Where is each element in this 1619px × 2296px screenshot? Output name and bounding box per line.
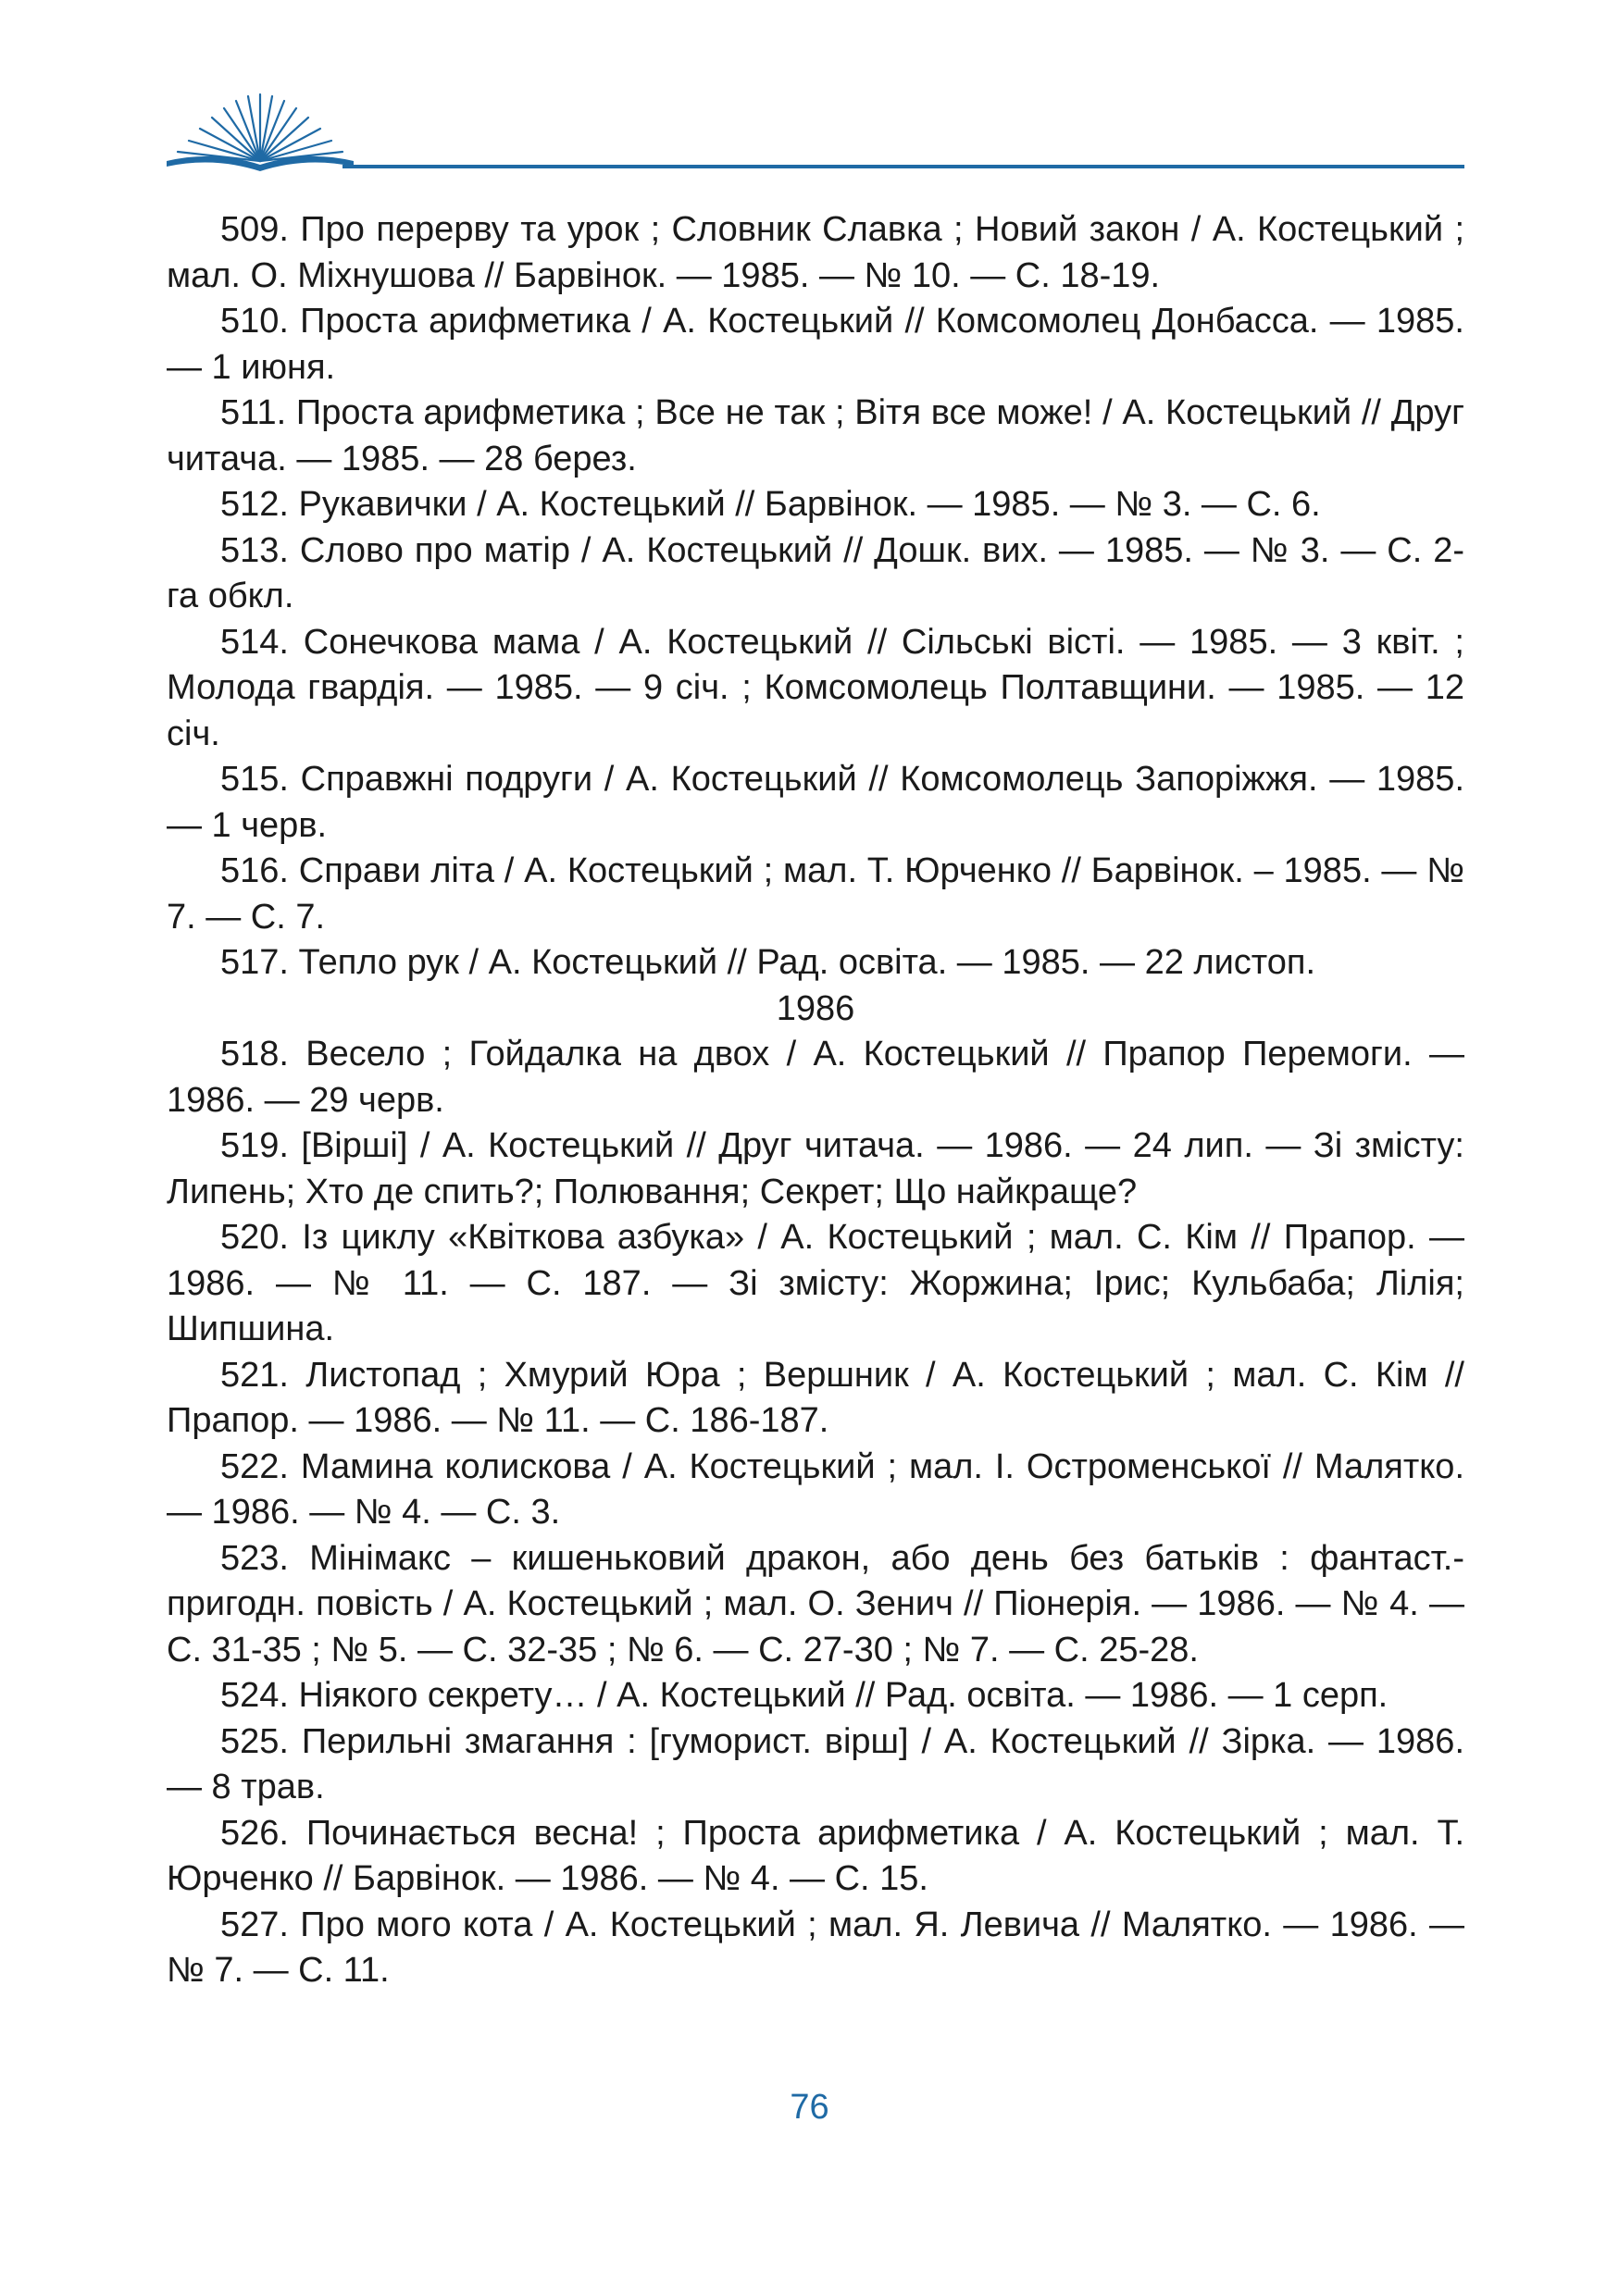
entry-524: 524. Ніякого секрету… / А. Костецький // Рад. освіта. — 1986. — 1 серп. — [220, 1676, 1389, 1715]
entry-514: 514. Сонечкова мама / А. Костецький // Сільські вісті. — 1985. — 3 квіт. ; Молода гвардія. — 1985. — 9 січ. ; Комсомолець Полтавщини. — 1985. — 12 січ. — [167, 622, 1464, 753]
entry-521: 521. Листопад ; Хмурий Юра ; Вершник / А. Костецький ; мал. С. Кім // Прапор. — 1986. — № 11. — С. 186-187. — [167, 1355, 1464, 1440]
entry-525: 525. Перильні змагання : [гуморист. вірш] / А. Костецький // Зірка. — 1986. — 8 трав. — [167, 1721, 1464, 1806]
entry-517: 517. Тепло рук / А. Костецький // Рад. освіта. — 1985. — 22 листоп. — [220, 943, 1316, 982]
page-number: 76 — [790, 2088, 829, 2127]
entry-511: 511. Проста арифметика ; Все не так ; Вітя все може! / А. Костецький // Друг читача. — 1985. — 28 берез. — [167, 393, 1464, 478]
entry-527: 527. Про мого кота / А. Костецький ; мал. Я. Левича // Малятко. — 1986. — № 7. — С. 11. — [167, 1905, 1464, 1990]
entry-526: 526. Починається весна! ; Проста арифметика / А. Костецький ; мал. Т. Юрченко // Барвінок. — 1986. — № 4. — С. 15. — [167, 1813, 1464, 1898]
entry-519: 519. [Вірші] / А. Костецький // Друг читача. — 1986. — 24 лип. — Зі змісту: Липень; Хто де спить?; Полювання; Секрет; Що найкраще? — [167, 1126, 1464, 1211]
entry-523: 523. Мінімакс – кишеньковий дракон, або день без батьків : фантаст.-пригодн. повість / А. Костецький ; мал. О. Зенич // Піонерія. — 1986. — № 4. — С. 31-35 ; № 5. — С. 32-35 ; № 6. — С. 27-30 ; № 7. — С. 25-28. — [167, 1538, 1464, 1669]
entry-520: 520. Із циклу «Квіткова азбука» / А. Костецький ; мал. С. Кім // Прапор. — 1986. — № 11. — С. 187. — Зі змісту: Жоржина; Ірис; Кульбаба; Лілія; Шипшина. — [167, 1218, 1464, 1348]
entry-516: 516. Справи літа / А. Костецький ; мал. Т. Юрченко // Барвінок. – 1985. — № 7. — С. 7. — [167, 851, 1464, 937]
entry-515: 515. Справжні подруги / А. Костецький // Комсомолець Запоріжжя. — 1985. — 1 черв. — [167, 760, 1464, 845]
entry-512: 512. Рукавички / А. Костецький // Барвінок. — 1985. — № 3. — С. 6. — [220, 485, 1321, 524]
open-book-icon — [163, 89, 357, 174]
entry-513: 513. Слово про матір / А. Костецький // Дошк. вих. — 1985. — № 3. — С. 2-га обкл. — [167, 530, 1464, 615]
year-heading: 1986 — [776, 988, 855, 1028]
bibliography-list — [167, 207, 1464, 1994]
entry-522: 522. Мамина колискова / А. Костецький ; мал. І. Остроменської // Малятко. — 1986. — № 4. — С. 3. — [167, 1446, 1464, 1532]
entry-510: 510. Проста арифметика / А. Костецький // Комсомолец Донбасса. — 1985. — 1 июня. — [167, 302, 1464, 387]
entry-518: 518. Весело ; Гойдалка на двох / А. Костецький // Прапор Перемоги. — 1986. — 29 черв. — [167, 1035, 1464, 1120]
header-rule — [342, 165, 1464, 168]
entry-509: 509. Про перерву та урок ; Словник Славка ; Новий закон / А. Костецький ; мал. О. Міхнушова // Барвінок. — 1985. — № 10. — С. 18-19. — [167, 210, 1464, 295]
